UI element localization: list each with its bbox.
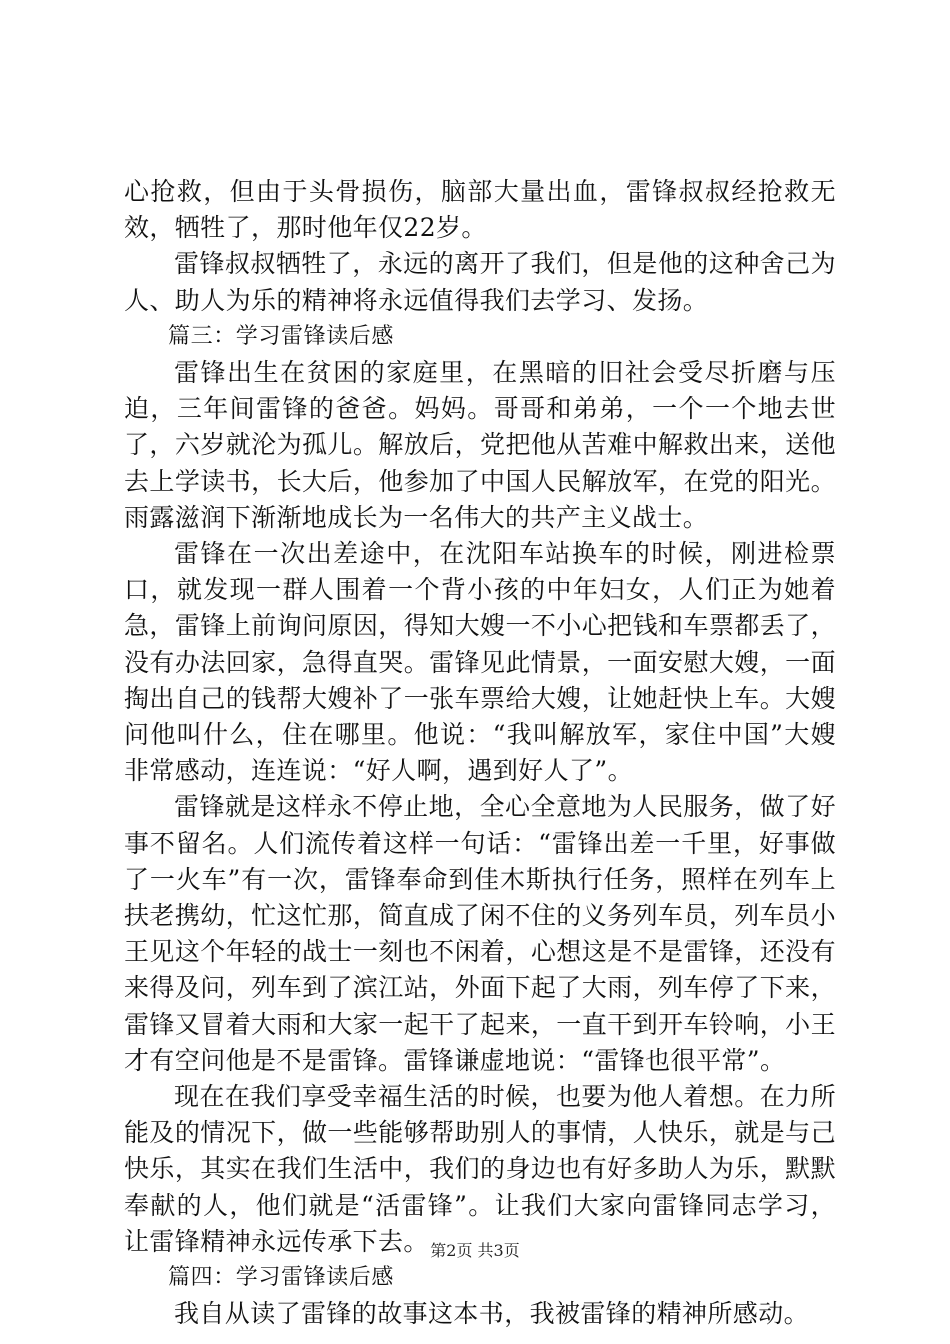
paragraph: 我自从读了雷锋的故事这本书，我被雷锋的精神所感动。 bbox=[174, 1299, 810, 1329]
paragraph: 雷锋就是这样永不停止地，全心全意地为人民服务，做了好事不留名。人们流传着这样一句话：“雷锋出差一千里，好事做了一火车”有一次，雷锋奉命到佳木斯执行任务，照样在列车上扶老携幼，忙这忙那，简直成了闲不住的义务列车员，列车员小王见这个年轻的战士一刻也不闲着，心想这是不是雷锋，还没有来得及问，列车到了滨江站，外面下起了大雨，列车停了下来，雷锋又冒着大雨和大家一起干了起来，一直干到开车铃响，小王才有空问他是不是雷锋。雷锋谦虚地说：“雷锋也很平常”。 bbox=[124, 792, 836, 1075]
page-footer: 第2页 共3页 bbox=[430, 1241, 520, 1260]
section-heading-part-four: 篇四：学习雷锋读后感 bbox=[168, 1265, 395, 1291]
paragraph: 雷锋叔叔牺牲了，永远的离开了我们，但是他的这种舍己为人、助人为乐的精神将永远值得我们去学习、发扬。 bbox=[124, 249, 836, 315]
paragraph: 现在在我们享受幸福生活的时候，也要为他人着想。在力所能及的情况下，做一些能够帮助别人的事情，人快乐，就是与己快乐，其实在我们生活中，我们的身边也有好多助人为乐，默默奉献的人，他们就是“活雷锋”。让我们大家向雷锋同志学习，让雷锋精神永远传承下去。 bbox=[124, 1082, 836, 1256]
paragraph: 雷锋在一次出差途中，在沈阳车站换车的时候，刚进检票口，就发现一群人围着一个背小孩的中年妇女，人们正为她着急，雷锋上前询问原因，得知大嫂一不小心把钱和车票都丢了，没有办法回家，急得直哭。雷锋见此情景，一面安慰大嫂，一面掏出自己的钱帮大嫂补了一张车票给大嫂，让她赶快上车。大嫂问他叫什么，住在哪里。他说：“我叫解放军，家住中国”大嫂非常感动，连连说：“好人啊，遇到好人了”。 bbox=[124, 539, 836, 786]
section-heading-part-three: 篇三：学习雷锋读后感 bbox=[168, 323, 395, 349]
paragraph-continuation: 心抢救，但由于头骨损伤，脑部大量出血，雷锋叔叔经抢救无效，牺牲了，那时他年仅22岁。 bbox=[124, 177, 836, 243]
document-body bbox=[124, 174, 836, 1333]
paragraph: 雷锋出生在贫困的家庭里，在黑暗的旧社会受尽折磨与压迫，三年间雷锋的爸爸。妈妈。哥哥和弟弟，一个一个地去世了，六岁就沦为孤儿。解放后，党把他从苦难中解救出来，送他去上学读书，长大后，他参加了中国人民解放军，在党的阳光。雨露滋润下渐渐地成长为一名伟大的共产主义战士。 bbox=[124, 358, 836, 532]
